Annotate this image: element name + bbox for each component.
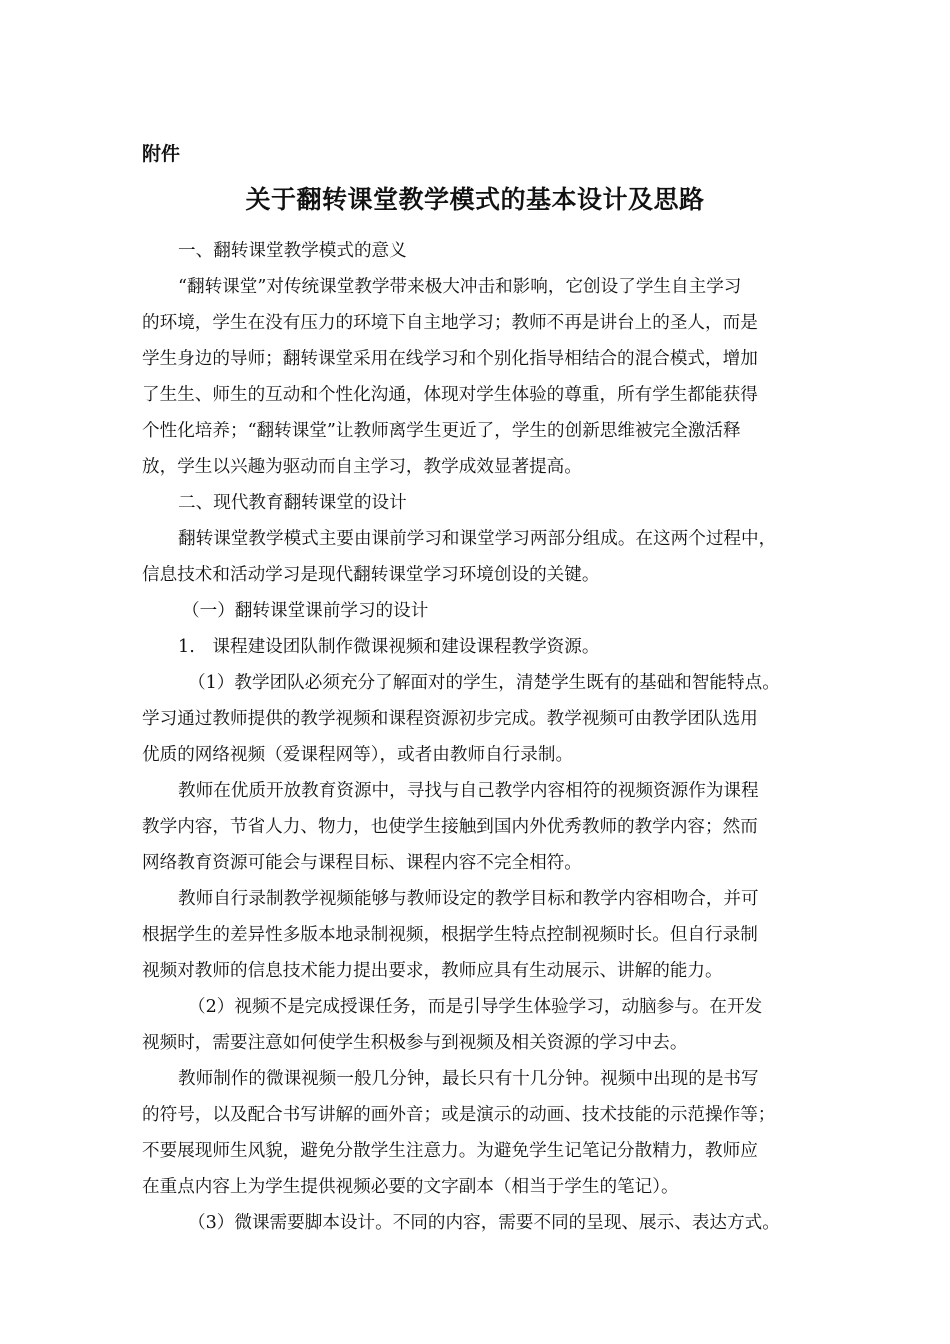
paragraph-line: “翻转课堂”对传统课堂教学带来极大冲击和影响，它创设了学生自主学习 [178, 277, 742, 297]
document-title: 关于翻转课堂教学模式的基本设计及思路 [245, 185, 705, 214]
paragraph-line: 在重点内容上为学生提供视频必要的文字副本（相当于学生的笔记）。 [142, 1177, 679, 1197]
paragraph-line: （1）教学团队必须充分了解面对的学生，清楚学生既有的基础和智能特点。 [188, 673, 780, 693]
attachment-label: 附件 [142, 143, 181, 165]
paragraph-line: 的环境，学生在没有压力的环境下自主地学习；教师不再是讲台上的圣人，而是 [142, 313, 758, 333]
paragraph-line: 视频时，需要注意如何使学生积极参与到视频及相关资源的学习中去。 [142, 1033, 688, 1053]
list-item: 1. 课程建设团队制作微课视频和建设课程教学资源。 [178, 637, 600, 657]
paragraph-line: 优质的网络视频（爱课程网等），或者由教师自行录制。 [142, 745, 574, 765]
paragraph-line: 个性化培养；“翻转课堂”让教师离学生更近了，学生的创新思维被完全激活释 [142, 421, 741, 441]
subsection-heading: （一）翻转课堂课前学习的设计 [182, 601, 429, 621]
paragraph-line: 不要展现师生风貌，避免分散学生注意力。为避免学生记笔记分散精力，教师应 [142, 1141, 758, 1161]
paragraph-line: 的符号，以及配合书写讲解的画外音；或是演示的动画、技术技能的示范操作等； [142, 1105, 776, 1125]
paragraph-line: 翻转课堂教学模式主要由课前学习和课堂学习两部分组成。在这两个过程中， [178, 529, 777, 549]
paragraph-line: 教师制作的微课视频一般几分钟，最长只有十几分钟。视频中出现的是书写 [178, 1069, 759, 1089]
paragraph-line: 教师自行录制教学视频能够与教师设定的教学目标和教学内容相吻合，并可 [178, 889, 759, 909]
paragraph-line: 学习通过教师提供的教学视频和课程资源初步完成。教学视频可由教学团队选用 [142, 709, 758, 729]
paragraph-line: 信息技术和活动学习是现代翻转课堂学习环境创设的关键。 [142, 565, 600, 585]
paragraph-line: 视频对教师的信息技术能力提出要求，教师应具有生动展示、讲解的能力。 [142, 961, 723, 981]
paragraph-line: 了生生、师生的互动和个性化沟通，体现对学生体验的尊重，所有学生都能获得 [142, 385, 758, 405]
paragraph-line: 网络教育资源可能会与课程目标、课程内容不完全相符。 [142, 853, 582, 873]
paragraph-line: 教师在优质开放教育资源中，寻找与自己教学内容相符的视频资源作为课程 [178, 781, 759, 801]
paragraph-line: （2）视频不是完成授课任务，而是引导学生体验学习，动脑参与。在开发 [188, 997, 763, 1017]
paragraph-line: 放，学生以兴趣为驱动而自主学习，教学成效显著提高。 [142, 457, 582, 477]
paragraph-line: 教学内容，节省人力、物力，也使学生接触到国内外优秀教师的教学内容；然而 [142, 817, 758, 837]
paragraph-line: （3）微课需要脚本设计。不同的内容，需要不同的呈现、展示、表达方式。 [188, 1213, 780, 1233]
paragraph-line: 学生身边的导师；翻转课堂采用在线学习和个别化指导相结合的混合模式，增加 [142, 349, 758, 369]
section-heading: 二、现代教育翻转课堂的设计 [178, 493, 407, 513]
paragraph-line: 根据学生的差异性多版本地录制视频，根据学生特点控制视频时长。但自行录制 [142, 925, 758, 945]
section-heading: 一、翻转课堂教学模式的意义 [178, 241, 407, 261]
document-body [142, 233, 828, 1241]
